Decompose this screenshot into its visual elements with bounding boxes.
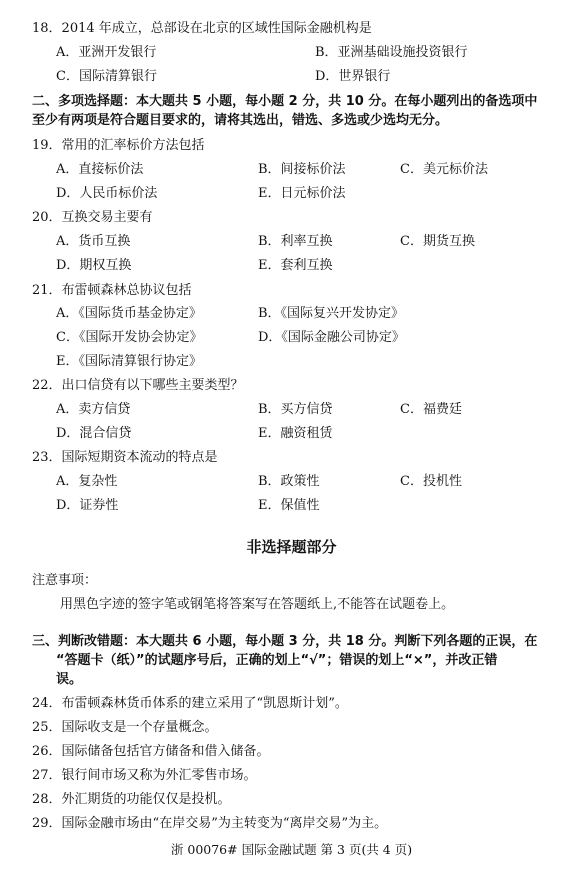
tf-item-25: 25．国际收支是一个存量概念。 (32, 720, 218, 735)
q23-option-b: B．政策性 (258, 474, 320, 489)
q22-option-d: D．混合信贷 (56, 426, 132, 441)
section2-instructions-line1: 二、多项选择题：本大题共 5 小题，每小题 2 分，共 10 分。在每小题列出的备选项中 (32, 94, 538, 109)
q20-option-b: B．利率互换 (258, 234, 333, 249)
q21-stem: 21．布雷顿森林总协议包括 (32, 283, 192, 298)
non-choice-section-title: 非选择题部分 (246, 538, 337, 556)
section2-instructions-line2: 至少有两项是符合题目要求的，请将其选出，错选、多选或少选均无分。 (32, 113, 449, 128)
q18-option-b: B．亚洲基础设施投资银行 (315, 45, 468, 60)
tf-item-26: 26．国际储备包括官方储备和借入储备。 (32, 744, 270, 759)
section3-instructions-line1: 三、判断改错题：本大题共 6 小题，每小题 3 分，共 18 分。判断下列各题的正误，在 (32, 634, 538, 649)
q18-option-a: A．亚洲开发银行 (56, 45, 157, 60)
q18-option-c: C．国际清算银行 (56, 69, 157, 84)
q19-option-d: D．人民币标价法 (56, 186, 158, 201)
q21-option-c: C．《国际开发协会协定》 (56, 330, 203, 345)
q18-stem: 18．2014 年成立，总部设在北京的区域性国际金融机构是 (32, 21, 372, 36)
tf-item-29: 29．国际金融市场由“在岸交易”为主转变为“离岸交易”为主。 (32, 816, 388, 831)
section3-instructions-line2: “答题卡（纸）”的试题序号后，正确的划上“√”；错误的划上“×”，并改正错 (56, 653, 498, 668)
notice-text: 用黑色字迹的签字笔或钢笔将答案写在答题纸上,不能答在试题卷上。 (60, 597, 455, 612)
q19-option-e: E．日元标价法 (258, 186, 346, 201)
notice-title: 注意事项： (32, 573, 98, 588)
q21-option-e: E．《国际清算银行协定》 (56, 354, 202, 369)
q23-option-d: D．证券性 (56, 498, 119, 513)
tf-item-28: 28．外汇期货的功能仅仅是投机。 (32, 792, 231, 807)
q23-option-c: C．投机性 (400, 474, 462, 489)
q20-option-d: D．期权互换 (56, 258, 132, 273)
section3-instructions-line3: 误。 (56, 672, 83, 687)
q21-option-a: A．《国际货币基金协定》 (56, 306, 202, 321)
q19-stem: 19．常用的汇率标价方法包括 (32, 138, 205, 153)
q18-option-d: D．世界银行 (315, 69, 391, 84)
q23-option-e: E．保值性 (258, 498, 320, 513)
q23-option-a: A．复杂性 (56, 474, 118, 489)
q23-stem: 23．国际短期资本流动的特点是 (32, 450, 218, 465)
q20-option-c: C．期货互换 (400, 234, 475, 249)
q22-option-b: B．买方信贷 (258, 402, 333, 417)
q20-option-e: E．套利互换 (258, 258, 333, 273)
tf-item-24: 24．布雷顿森林货币体系的建立采用了“凯恩斯计划”。 (32, 696, 348, 711)
q22-option-e: E．融资租赁 (258, 426, 333, 441)
q22-stem: 22．出口信贷有以下哪些主要类型？ (32, 378, 244, 393)
q21-option-d: D．《国际金融公司协定》 (258, 330, 405, 345)
tf-item-27: 27．银行间市场又称为外汇零售市场。 (32, 768, 257, 783)
q19-option-a: A．直接标价法 (56, 162, 144, 177)
q19-option-c: C．美元标价法 (400, 162, 488, 177)
page-footer: 浙 00076# 国际金融试题 第 3 页(共 4 页) (170, 842, 413, 857)
q22-option-a: A．卖方信贷 (56, 402, 131, 417)
q21-option-b: B．《国际复兴开发协定》 (258, 306, 405, 321)
q19-option-b: B．间接标价法 (258, 162, 346, 177)
q20-option-a: A．货币互换 (56, 234, 131, 249)
q22-option-c: C．福费廷 (400, 402, 462, 417)
q20-stem: 20．互换交易主要有 (32, 210, 153, 225)
